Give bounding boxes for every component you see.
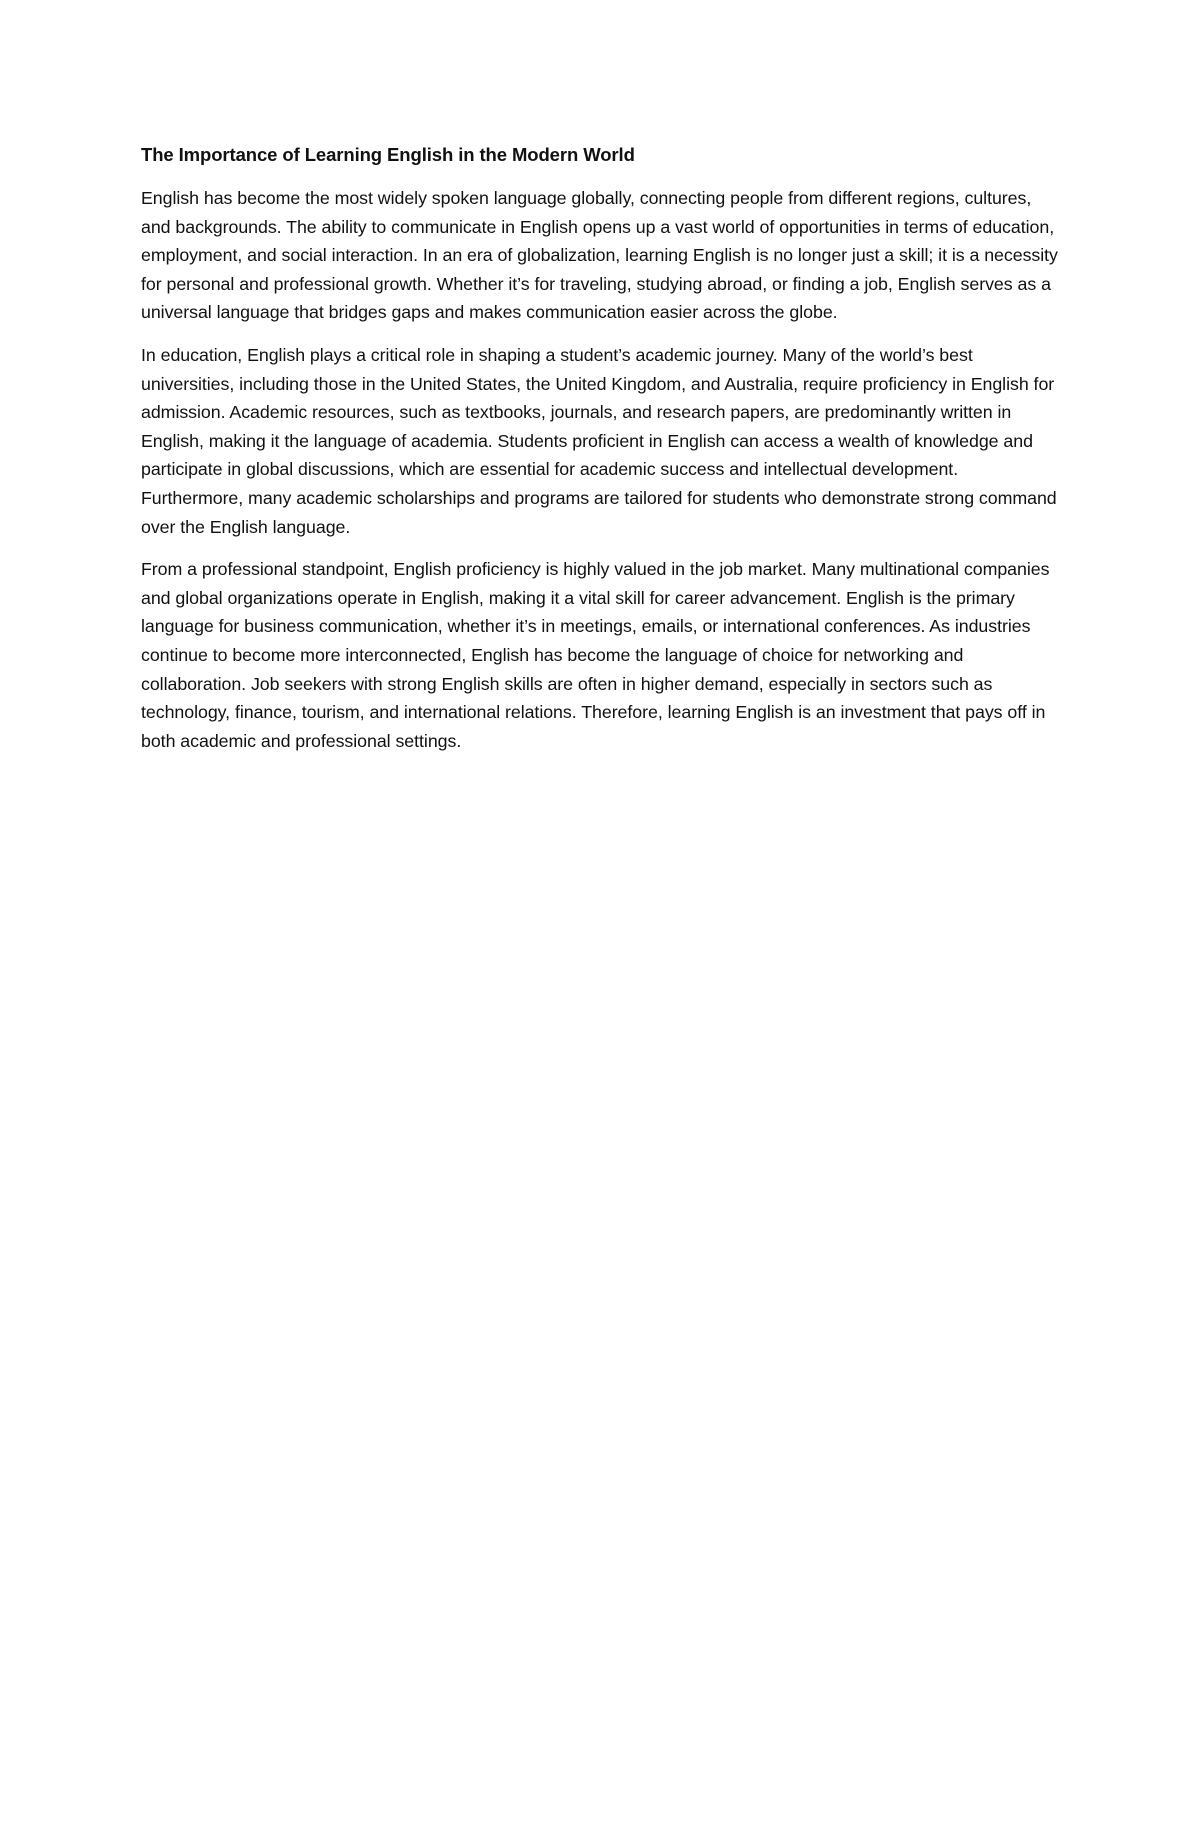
document-title: The Importance of Learning English in the Modern World <box>141 144 635 165</box>
paragraph-3: From a professional standpoint, English proficiency is highly valued in the job market. Many multinational companies and global organizations operate in English, making it a vital skill for career advancement. English is the primary language for business communication, whether it’s in meetings, emails, or international conferences. As industries continue to become more interconnected, English has become the language of choice for networking and collaboration. Job seekers with strong English skills are often in higher demand, especially in sectors such as technology, finance, tourism, and international relations. Therefore, learning English is an investment that pays off in both academic and professional settings. <box>141 559 1050 751</box>
paragraph-1: English has become the most widely spoken language globally, connecting people from different regions, cultures, and backgrounds. The ability to communicate in English opens up a vast world of opportunities in terms of education, employment, and social interaction. In an era of globalization, learning English is no longer just a skill; it is a necessity for personal and professional growth. Whether it’s for traveling, studying abroad, or finding a job, English serves as a universal language that bridges gaps and makes communication easier across the globe. <box>141 188 1058 323</box>
document-body <box>141 141 1061 769</box>
paragraph-2: In education, English plays a critical role in shaping a student’s academic journey. Many of the world’s best universities, including those in the United States, the United Kingdom, and Australia, require proficiency in English for admission. Academic resources, such as textbooks, journals, and research papers, are predominantly written in English, making it the language of academia. Students proficient in English can access a wealth of knowledge and participate in global discussions, which are essential for academic success and intellectual development. Furthermore, many academic scholarships and programs are tailored for students who demonstrate strong command over the English language. <box>141 344 1057 537</box>
